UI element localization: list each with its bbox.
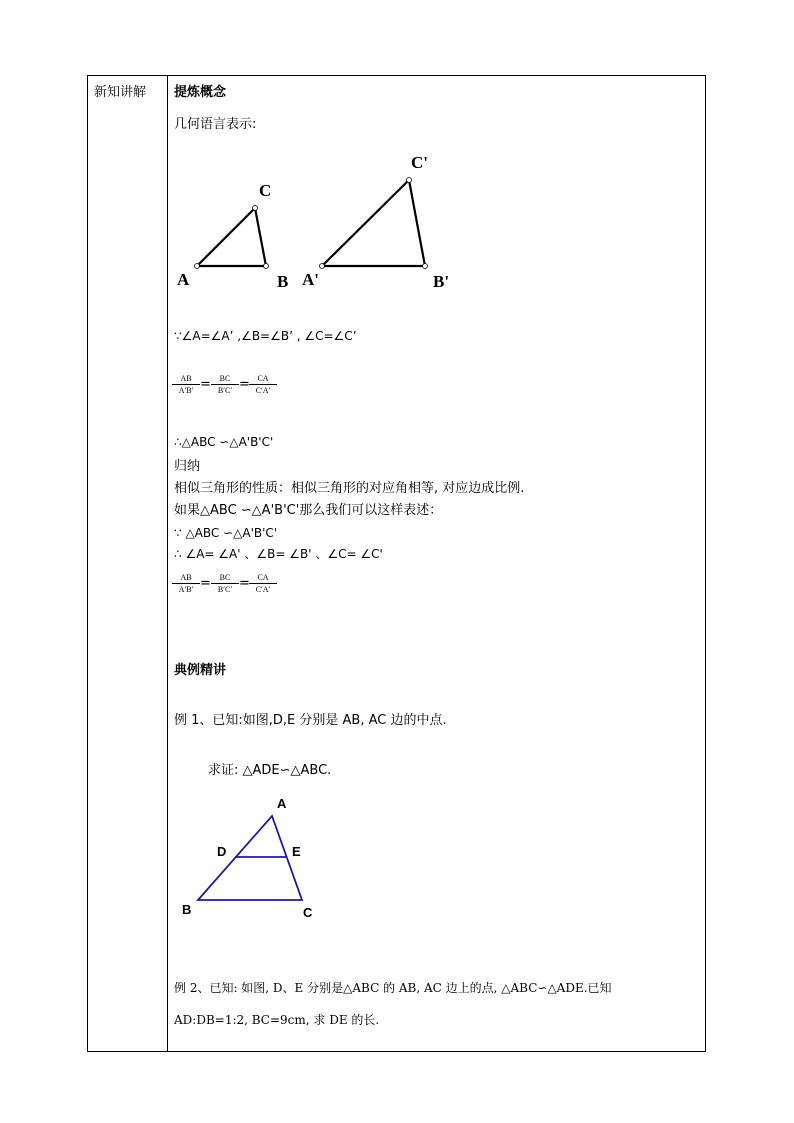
because-statement: ∵ △ABC ∽△A'B'C' xyxy=(174,526,278,540)
prove-statement: 求证: △ADE∽△ABC. xyxy=(208,763,332,778)
fraction-bc: $\frac{BC}{B'C'}$ xyxy=(211,573,239,594)
section-title-concept: 提炼概念 xyxy=(174,85,227,100)
example-2-line-2: AD:DB=1:2, BC=9cm, 求 DE 的长. xyxy=(174,1013,380,1027)
label-a-prime: A' xyxy=(302,270,319,289)
equals-sign: = xyxy=(239,377,250,392)
fraction-ca: $\frac{CA}{C'A'}$ xyxy=(249,374,277,395)
label-c-prime: C' xyxy=(411,153,428,172)
label-a: A xyxy=(177,270,190,289)
fraction-ab: $\frac{AB}{A'B'}$ xyxy=(172,573,200,594)
fig-label-e: E xyxy=(292,844,301,859)
label-b: B xyxy=(277,272,289,291)
fig-label-d: D xyxy=(217,844,227,859)
angle-equalities: ∴ ∠A= ∠A' 、∠B= ∠B' 、∠C= ∠C' xyxy=(174,547,383,561)
summary-title: 归纳 xyxy=(174,459,201,474)
equals-sign: = xyxy=(239,576,250,591)
example-1: 例 1、已知:如图,D,E 分别是 AB, AC 边的中点. xyxy=(174,713,447,728)
geometry-language-label: 几何语言表示: xyxy=(174,117,257,132)
triangle-abc-prime xyxy=(322,180,425,266)
fraction-ab: $\frac{AB}{A'B'}$ xyxy=(172,374,200,395)
property-statement: 相似三角形的性质：相似三角形的对应角相等, 对应边成比例. xyxy=(174,481,525,496)
equals-sign: = xyxy=(200,377,211,392)
fig-label-c: C xyxy=(303,905,313,920)
fraction-bc: $\frac{BC}{B'C'}$ xyxy=(211,374,239,395)
fig-label-a: A xyxy=(277,796,287,811)
example-triangle xyxy=(198,816,302,900)
row-label: 新知讲解 xyxy=(94,85,147,100)
if-statement: 如果△ABC ∽△A'B'C'那么我们可以这样表述： xyxy=(174,503,443,518)
equals-sign: = xyxy=(200,576,211,591)
fig-label-b: B xyxy=(182,902,192,917)
therefore-similar: ∴△ABC ∽△A'B'C' xyxy=(174,435,274,449)
given-angles: ∵∠A=∠A’ ,∠B=∠B’ , ∠C=∠C’ xyxy=(174,329,357,343)
example-2-line-1: 例 2、已知: 如图, D、E 分别是△ABC 的 AB, AC 边上的点, △ABC∽△ADE.已知 xyxy=(174,981,612,995)
label-c: C xyxy=(259,181,272,200)
section-title-examples: 典例精讲 xyxy=(174,663,227,678)
triangle-abc xyxy=(197,208,266,266)
fraction-ca: $\frac{CA}{C'A'}$ xyxy=(249,573,277,594)
label-b-prime: B' xyxy=(433,272,450,291)
